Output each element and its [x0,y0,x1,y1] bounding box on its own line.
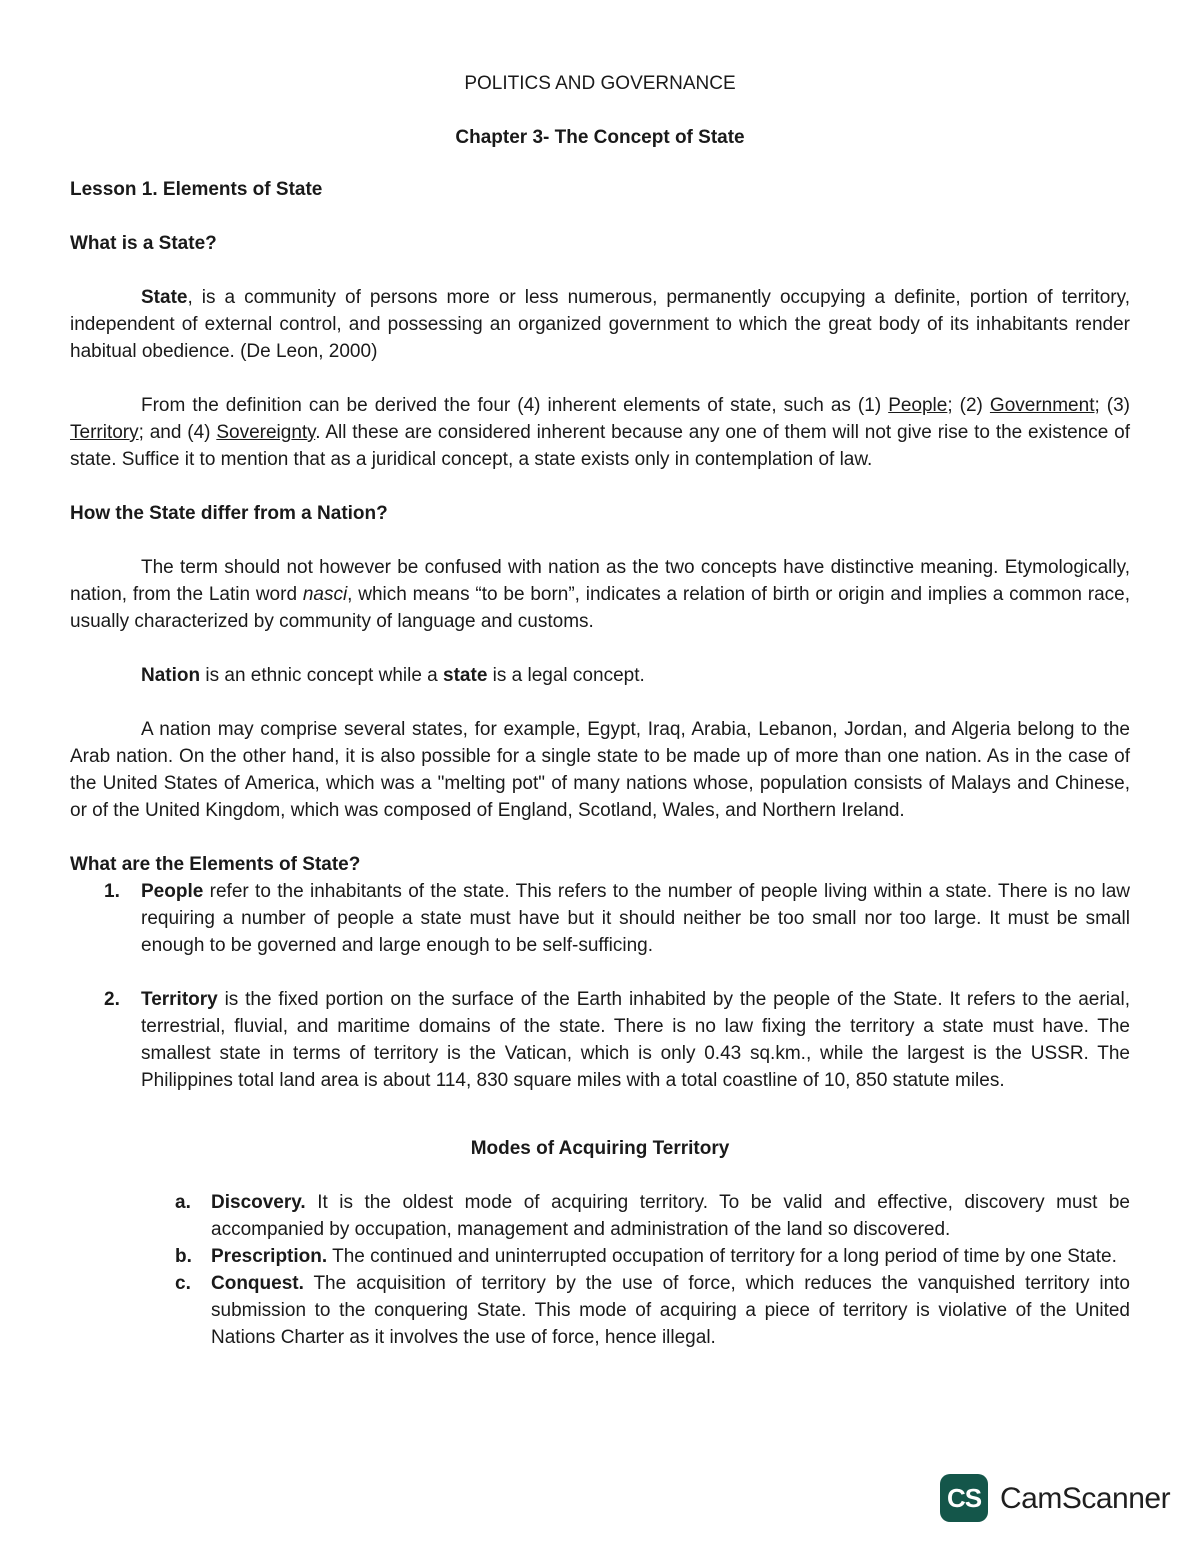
list-item [70,986,1130,1094]
paragraph-text: ; (2) [947,395,990,416]
nation-etymology-paragraph [70,554,1130,635]
element-description: refer to the inhabitants of the state. This refers to the number of people living within a state. There is no law requiring a number of people a state must have but it should neither be too small nor too large. It must be small enough to be governed and large enough to be self-sufficing. [141,881,1130,956]
paragraph-text: . All these are considered inherent because any one of them will not give rise to the existence of state. Suffice it to mention that as a juridical concept, a state exists only in contemplation of law. [70,422,1130,470]
list-item [70,1189,1130,1243]
element-term: Territory [141,989,218,1010]
camscanner-watermark [940,1474,1170,1522]
mode-term: Conquest. [211,1273,304,1294]
mode-description: The acquisition of territory by the use of force, which reduces the vanquished territory into submission to the conquering State. This mode of acquiring a piece of territory is violative of the United Nations Charter as it involves the use of force, hence illegal. [211,1273,1130,1348]
document-page [70,70,1130,1351]
section-heading-nation: How the State differ from a Nation? [70,503,388,524]
paragraph-text: is a legal concept. [487,665,645,686]
course-title: POLITICS AND GOVERNANCE [464,73,736,94]
chapter-title: Chapter 3- The Concept of State [455,127,745,148]
camscanner-logo-text: CamScanner [1000,1481,1171,1515]
paragraph-text: , which means “to be born”, indicates a relation of birth or origin and implies a common race, usually characterized by community of language and customs. [70,584,1130,632]
four-elements-paragraph [70,392,1130,473]
list-item [70,1243,1130,1270]
element-description: is the fixed portion on the surface of the Earth inhabited by the people of the State. It refers to the aerial, terrestrial, fluvial, and maritime domains of the state. There is no law fixing the territory a state must have. The smallest state in terms of territory is the Vatican, which is only 0.43 sq.km., while the largest is the USSR. The Philippines total land area is about 114, 830 square miles with a total coastline of 10, 850 statute miles. [141,989,1130,1091]
element-people: People [888,395,948,416]
list-marker: a. [175,1192,191,1213]
list-marker: c. [175,1273,191,1294]
modes-list [70,1189,1130,1351]
elements-list [70,878,1130,1094]
state-term: state [443,665,488,686]
list-item [70,1270,1130,1351]
mode-term: Discovery. [211,1192,306,1213]
state-definition-text: , is a community of persons more or less numerous, permanently occupying a definite, portion of territory, independent of external control, and possessing an organized government to which the great body of its inhabitants render habitual obedience. (De Leon, 2000) [70,287,1130,362]
section-heading-elements: What are the Elements of State? [70,854,361,875]
section-heading-modes: Modes of Acquiring Territory [470,1138,730,1159]
paragraph-text: is an ethnic concept while a [200,665,444,686]
nation-term: Nation [141,665,201,686]
section-heading-what-is-state: What is a State? [70,233,217,254]
lesson-title: Lesson 1. Elements of State [70,179,323,200]
state-term: State [141,287,188,308]
paragraph-text: ; and (4) [138,422,217,443]
state-definition-paragraph [70,284,1130,365]
mode-term: Prescription. [211,1246,328,1267]
list-marker: 1. [104,881,120,902]
paragraph-text: From the definition can be derived the four (4) inherent elements of state, such as (1) [141,395,889,416]
list-marker: b. [175,1246,192,1267]
element-territory: Territory [70,422,139,443]
latin-word: nasci [302,584,348,605]
nation-examples-paragraph: A nation may comprise several states, for example, Egypt, Iraq, Arabia, Lebanon, Jordan, and Algeria belong to the Arab nation. On the other hand, it is also possible for a single state to be made up of more than one nation. As in the case of the United States of America, which was a "melting pot" of many nations whose, population consists of Malays and Chinese, or of the United Kingdom, which was composed of England, Scotland, Wales, and Northern Ireland. [70,719,1130,821]
paragraph-text: ; (3) [1094,395,1130,416]
paragraph-text: The term should not however be confused with nation as the two concepts have distinctive meaning. Etymologically, nation, from the Latin word [70,557,1130,605]
camscanner-logo-icon: CS [940,1474,988,1522]
mode-description: It is the oldest mode of acquiring territory. To be valid and effective, discovery must be accompanied by occupation, management and administration of the land so discovered. [211,1192,1130,1240]
list-marker: 2. [104,989,120,1010]
nation-vs-state-paragraph [70,662,1130,689]
mode-description: The continued and uninterrupted occupation of territory for a long period of time by one State. [327,1246,1117,1267]
element-government: Government [989,395,1095,416]
element-term: People [141,881,204,902]
element-sovereignty: Sovereignty [216,422,316,443]
list-item [70,878,1130,959]
